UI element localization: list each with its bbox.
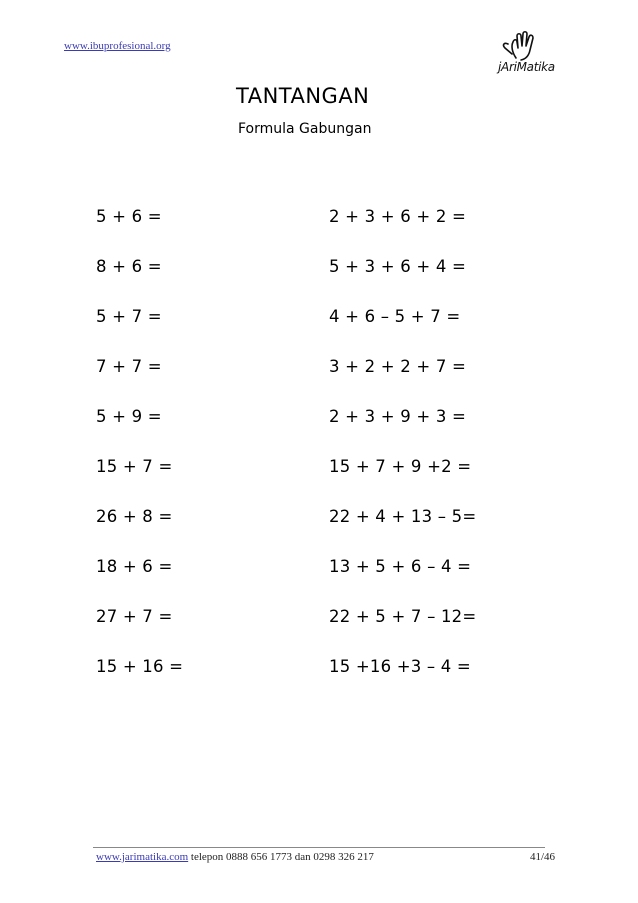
problem-item: 7 + 7 = xyxy=(96,357,162,376)
header-website-link[interactable]: www.ibuprofesional.org xyxy=(64,40,171,52)
footer-contact-text: telepon 0888 656 1773 dan 0298 326 217 xyxy=(188,851,374,863)
problem-item: 18 + 6 = xyxy=(96,557,173,576)
problem-item: 5 + 9 = xyxy=(96,407,162,426)
problem-item: 15 + 7 + 9 +2 = xyxy=(329,457,472,476)
footer-website-link[interactable]: www.jarimatika.com xyxy=(96,851,189,863)
problem-item: 5 + 7 = xyxy=(96,307,162,326)
problem-item: 4 + 6 – 5 + 7 = xyxy=(329,307,461,326)
logo-text: jAriMatika xyxy=(498,60,555,74)
problem-item: 2 + 3 + 9 + 3 = xyxy=(329,407,467,426)
problem-item: 8 + 6 = xyxy=(96,257,162,276)
page-footer xyxy=(96,851,564,863)
page-number: 41/46 xyxy=(530,851,556,863)
hand-logo-icon xyxy=(494,30,564,62)
problem-item: 13 + 5 + 6 – 4 = xyxy=(329,557,472,576)
problem-item: 22 + 5 + 7 – 12= xyxy=(329,607,477,626)
footer-divider xyxy=(93,847,545,848)
right-problem-column xyxy=(329,200,476,700)
problem-item: 27 + 7 = xyxy=(96,607,173,626)
problem-item: 3 + 2 + 2 + 7 = xyxy=(329,357,467,376)
problem-item: 2 + 3 + 6 + 2 = xyxy=(329,207,467,226)
page-subtitle: Formula Gabungan xyxy=(238,121,372,137)
jarimatika-logo xyxy=(494,30,564,78)
problem-item: 5 + 6 = xyxy=(96,207,162,226)
problem-item: 5 + 3 + 6 + 4 = xyxy=(329,257,467,276)
problem-item: 15 + 16 = xyxy=(96,657,184,676)
problem-item: 26 + 8 = xyxy=(96,507,173,526)
problem-item: 22 + 4 + 13 – 5= xyxy=(329,507,477,526)
left-problem-column xyxy=(96,200,183,700)
page-title: TANTANGAN xyxy=(236,84,370,108)
problem-item: 15 +16 +3 – 4 = xyxy=(329,657,471,676)
problem-item: 15 + 7 = xyxy=(96,457,173,476)
